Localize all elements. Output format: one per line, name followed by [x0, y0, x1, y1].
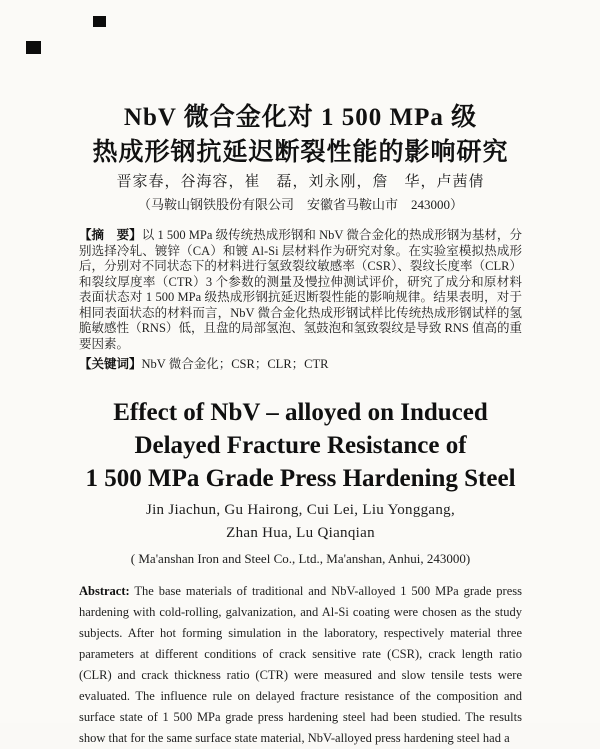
chinese-title-line-1: NbV 微合金化对 1 500 MPa 级	[123, 104, 478, 131]
english-abstract-text: The base materials of traditional and NbV-alloyed 1 500 MPa grade press hardening with cold-rolling, galvanization, and Al-Si coating were chosen as the study subjects. After hot forming simulation in the laboratory, respectively material three parameters at different conditions of crack sensitive rate (CSR), crack length ratio (CLR) and crack thickness ratio (CTR) were measured and slow tensile tests were evaluated. The influence rule on delayed fracture resistance of the composition and surface state of 1 500 MPa grade press hardening steel had been studied. The results show that for the same surface state material, NbV-alloyed press hardening steel had a	[79, 584, 522, 745]
english-affiliation: ( Ma'anshan Iron and Steel Co., Ltd., Ma'anshan, Anhui, 243000)	[130, 551, 471, 566]
chinese-abstract	[79, 228, 522, 352]
chinese-title-line-2: 热成形钢抗延迟断裂性能的影响研究	[92, 139, 509, 166]
chinese-abstract-label: 【摘 要】	[79, 228, 142, 242]
english-title-line-1: Effect of NbV – alloyed on Induced	[113, 399, 488, 426]
chinese-keywords-label: 【关键词】	[79, 357, 142, 371]
scan-mark-icon	[26, 41, 41, 54]
english-abstract-label: Abstract:	[79, 584, 130, 598]
english-title-line-2: Delayed Fracture Resistance of	[134, 432, 467, 459]
english-title	[79, 396, 522, 495]
english-authors-line-1: Jin Jiachun, Gu Hairong, Cui Lei, Liu Yonggang,	[145, 502, 456, 518]
english-authors	[79, 499, 522, 545]
english-abstract	[79, 581, 522, 749]
english-title-line-3: 1 500 MPa Grade Press Hardening Steel	[85, 465, 516, 492]
english-authors-line-2: Zhan Hua, Lu Qianqian	[226, 525, 375, 541]
chinese-abstract-text: 以 1 500 MPa 级传统热成形钢和 NbV 微合金化的热成形钢为基材，分别选择冷轧、镀锌（CA）和镀 Al-Si 层材料作为研究对象。在实验室模拟热成形后，分别对不同状态下的材料进行氢致裂纹敏感率（CSR）、裂纹长度率（CLR）和裂纹厚度率（CTR）3 个参数的测量及慢拉伸测试评价，研究了成分和原材料表面状态对 1 500 MPa 级热成形钢抗延迟断裂性能的影响规律。结果表明，对于相同表面状态的材料而言，NbV 微合金化热成形钢试样比传统热成形钢试样的氢脆敏感性（RNS）低，且盘的局部氢泡、氢鼓泡和氢致裂纹是导致 RNS 值高的重要因素。	[79, 228, 522, 351]
chinese-authors: 晋家春，谷海容，崔 磊，刘永刚，詹 华，卢茜倩	[116, 174, 485, 190]
chinese-keywords-text: NbV 微合金化；CSR；CLR；CTR	[141, 357, 329, 371]
chinese-title	[79, 100, 522, 170]
chinese-affiliation: （马鞍山钢铁股份有限公司 安徽省马鞍山市 243000）	[137, 197, 463, 212]
chinese-keywords	[79, 356, 522, 372]
paper-content	[79, 0, 522, 749]
